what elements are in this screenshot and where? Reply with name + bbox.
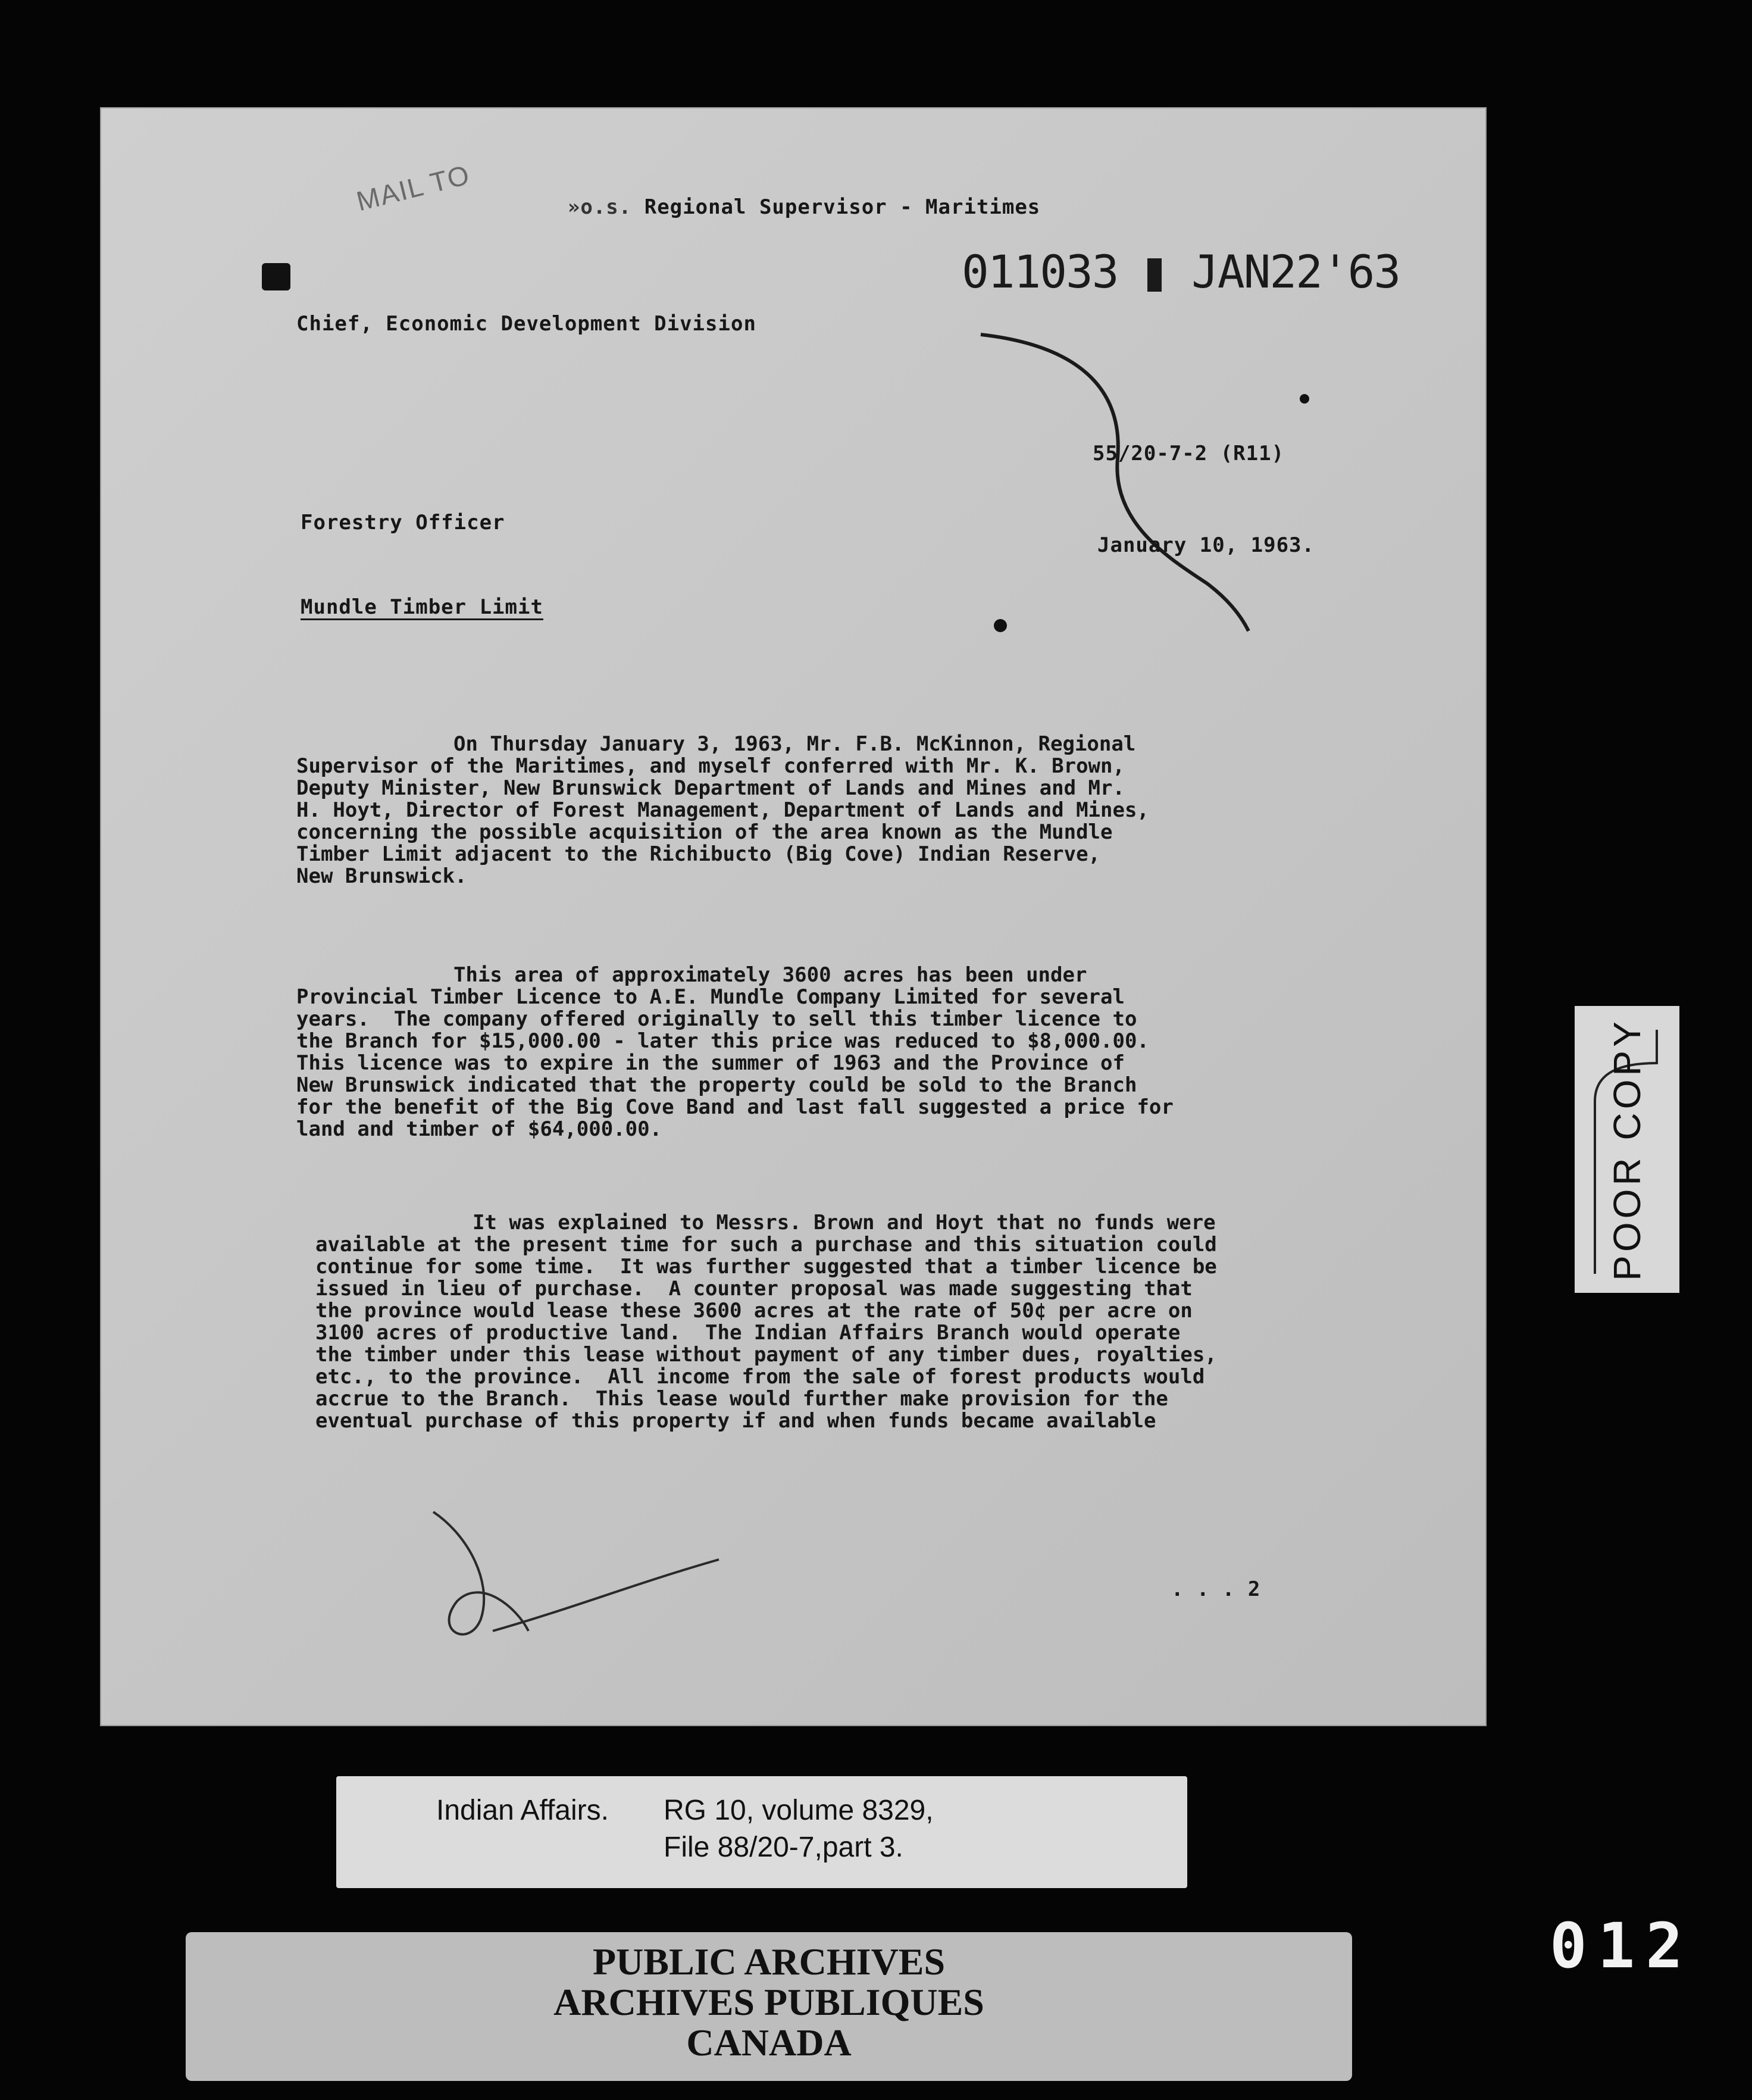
paragraph-line: It was explained to Messrs. Brown and Hoyt that no funds were bbox=[473, 1211, 1216, 1235]
file-label: File 88/20-7,part 3. bbox=[664, 1832, 903, 1863]
addressee-line: »o.s. Regional Supervisor - Maritimes bbox=[567, 195, 1041, 219]
paragraph-line: H. Hoyt, Director of Forest Management, Department of Lands and Mines, bbox=[296, 798, 1149, 822]
paragraph-line: Timber Limit adjacent to the Richibucto (Big Cove) Indian Reserve, bbox=[296, 842, 1101, 866]
paragraph-line: for the benefit of the Big Cove Band and last fall suggested a price for bbox=[296, 1095, 1174, 1119]
speck bbox=[994, 619, 1007, 632]
department-label: Indian Affairs. bbox=[436, 1795, 609, 1826]
paragraph-1 bbox=[296, 733, 1149, 888]
continued-marker: . . . 2 bbox=[1171, 1577, 1261, 1601]
paragraph-line: concerning the possible acquisition of the area known as the Mundle bbox=[296, 820, 1113, 844]
from-line: Chief, Economic Development Division bbox=[296, 312, 756, 336]
archives-stamp bbox=[186, 1942, 1352, 2063]
addressee-text: Regional Supervisor - Maritimes bbox=[644, 195, 1041, 219]
paragraph-line: eventual purchase of this property if and when funds became available bbox=[315, 1409, 1156, 1433]
paragraph-line: accrue to the Branch. This lease would further make provision for the bbox=[315, 1387, 1168, 1411]
stamp-number: 011033 bbox=[962, 245, 1118, 298]
paragraph-line: continue for some time. It was further suggested that a timber licence be bbox=[315, 1255, 1217, 1279]
mail-to-stamp: MAIL TO bbox=[353, 158, 474, 217]
paragraph-3 bbox=[315, 1212, 1217, 1432]
paragraph-line: issued in lieu of purchase. A counter proposal was made suggesting that bbox=[315, 1277, 1193, 1301]
handwritten-marks bbox=[100, 107, 1487, 1726]
document-page bbox=[100, 107, 1487, 1726]
stamp-date: JAN22'63 bbox=[1191, 245, 1400, 298]
archives-line: CANADA bbox=[686, 2021, 852, 2064]
paragraph-line: etc., to the province. All income from the sale of forest products would bbox=[315, 1365, 1205, 1389]
paragraph-2 bbox=[296, 964, 1174, 1140]
paragraph-line: This licence was to expire in the summer of 1963 and the Province of bbox=[296, 1051, 1125, 1075]
archives-line: PUBLIC ARCHIVES bbox=[592, 1940, 946, 1983]
paragraph-line: This area of approximately 3600 acres has been under bbox=[453, 963, 1087, 987]
letter-date: January 10, 1963. bbox=[1097, 533, 1315, 557]
paragraph-line: New Brunswick. bbox=[296, 864, 467, 888]
pen-stroke bbox=[981, 335, 1249, 631]
paragraph-line: Deputy Minister, New Brunswick Department of Lands and Mines and Mr. bbox=[296, 776, 1125, 800]
paragraph-line: land and timber of $64,000.00. bbox=[296, 1117, 662, 1141]
signature-tail bbox=[493, 1560, 719, 1631]
archive-label bbox=[336, 1776, 1187, 1888]
poor-copy-text: POOR COPY bbox=[1606, 1018, 1648, 1281]
speck bbox=[1300, 394, 1309, 404]
paragraph-line: years. The company offered originally to sell this timber licence to bbox=[296, 1007, 1137, 1031]
paragraph-line: On Thursday January 3, 1963, Mr. F.B. McKinnon, Regional bbox=[453, 732, 1136, 756]
volume-label: RG 10, volume 8329, bbox=[664, 1795, 934, 1826]
poor-copy-stamp bbox=[1575, 1006, 1679, 1293]
to-line: Forestry Officer bbox=[301, 511, 505, 535]
paragraph-line: 3100 acres of productive land. The Indian Affairs Branch would operate bbox=[315, 1321, 1181, 1345]
signature-mark bbox=[433, 1512, 528, 1635]
paragraph-line: the timber under this lease without payment of any timber dues, royalties, bbox=[315, 1343, 1217, 1367]
paragraph-line: Supervisor of the Maritimes, and myself conferred with Mr. K. Brown, bbox=[296, 754, 1125, 778]
paragraph-line: available at the present time for such a purchase and this situation could bbox=[315, 1233, 1217, 1257]
archives-line: ARCHIVES PUBLIQUES bbox=[553, 1981, 984, 2023]
paragraph-line: the Branch for $15,000.00 - later this price was reduced to $8,000.00. bbox=[296, 1029, 1149, 1053]
paragraph-line: the province would lease these 3600 acres at the rate of 50¢ per acre on bbox=[315, 1299, 1193, 1323]
paragraph-line: New Brunswick indicated that the property could be sold to the Branch bbox=[296, 1073, 1137, 1097]
paragraph-line: Provincial Timber Licence to A.E. Mundle Company Limited for several bbox=[296, 985, 1125, 1009]
subject-line: Mundle Timber Limit bbox=[301, 595, 543, 619]
frame-number: 012 bbox=[1550, 1910, 1694, 1982]
file-reference: 55/20-7-2 (R11) bbox=[1093, 442, 1285, 465]
